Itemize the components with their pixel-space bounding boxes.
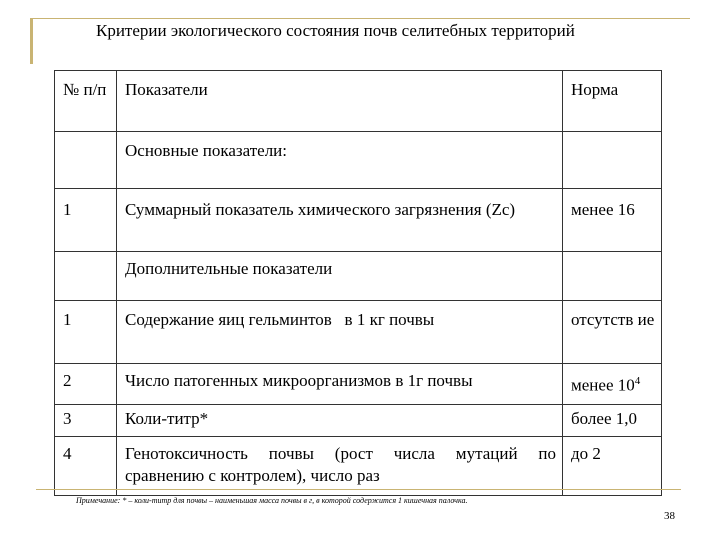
section-num-cell — [55, 132, 117, 189]
header-num: № п/п — [55, 71, 117, 132]
row-indicator: Генотоксичность почвы (рост числа мутаций по сравнению с контролем), число раз — [117, 437, 563, 496]
table-row — [55, 301, 662, 364]
row-indicator: Суммарный показатель химического загрязнения (Zc) — [117, 189, 563, 252]
row-norm: менее 16 — [563, 189, 662, 252]
page-number: 38 — [664, 510, 675, 522]
section-row-additional — [55, 252, 662, 301]
table-row — [55, 364, 662, 405]
slide-title: Критерии экологического состояния почв селитебных территорий — [96, 21, 575, 40]
row-indicator: Число патогенных микроорганизмов в 1г почвы — [117, 364, 563, 405]
table-row — [55, 189, 662, 252]
table-header-row — [55, 71, 662, 132]
section-label-additional: Дополнительные показатели — [117, 252, 563, 301]
header-norm: Норма — [563, 71, 662, 132]
footnote: Примечание: * – коли-титр для почвы – наименьшая масса почвы в г, в которой содержится 1 кишечная палочка. — [76, 496, 468, 505]
section-label-main: Основные показатели: — [117, 132, 563, 189]
section-norm-cell — [563, 132, 662, 189]
row-num: 4 — [55, 437, 117, 496]
decorative-corner-vertical — [30, 18, 33, 64]
section-num-cell — [55, 252, 117, 301]
table-row — [55, 405, 662, 437]
footnote-divider — [36, 489, 681, 490]
header-indicator: Показатели — [117, 71, 563, 132]
row-norm — [563, 364, 662, 405]
row-indicator: Коли-титр* — [117, 405, 563, 437]
section-norm-cell — [563, 252, 662, 301]
row-num: 3 — [55, 405, 117, 437]
row-num: 1 — [55, 301, 117, 364]
row-norm: более 1,0 — [563, 405, 662, 437]
row-num: 2 — [55, 364, 117, 405]
row-indicator: Содержание яиц гельминтов в 1 кг почвы — [117, 301, 563, 364]
row-norm-text: менее 10 — [571, 375, 635, 395]
decorative-corner-horizontal — [30, 18, 690, 19]
criteria-table — [54, 70, 662, 496]
row-norm: отсутств ие — [563, 301, 662, 364]
row-norm-exponent: 4 — [634, 375, 641, 387]
row-norm: до 2 — [563, 437, 662, 496]
table-row — [55, 437, 662, 496]
row-num: 1 — [55, 189, 117, 252]
section-row-main — [55, 132, 662, 189]
